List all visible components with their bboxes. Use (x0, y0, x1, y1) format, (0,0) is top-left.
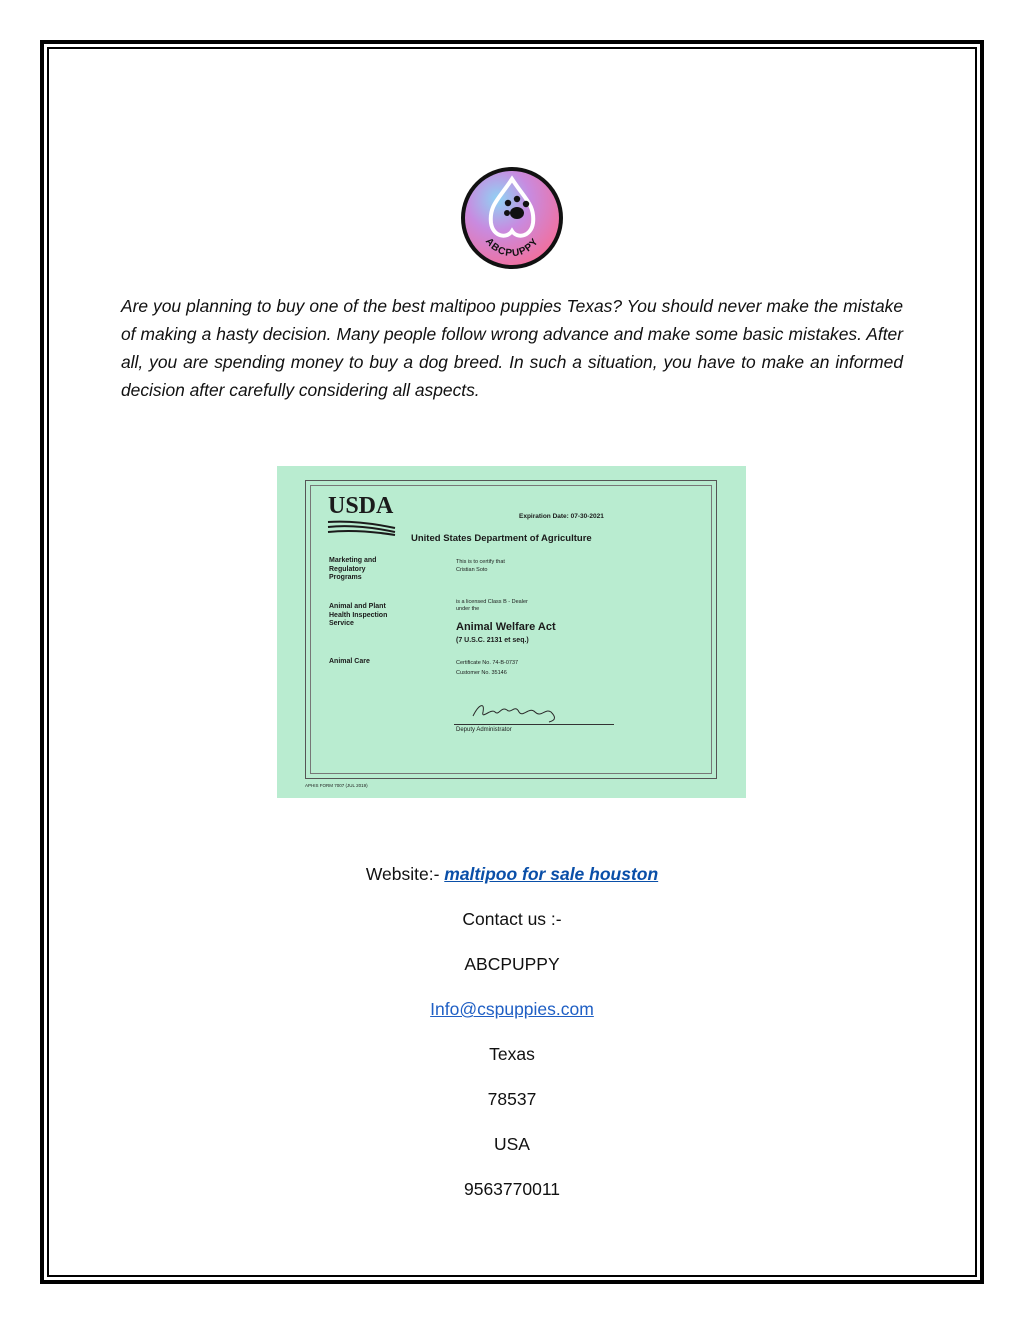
intro-paragraph: Are you planning to buy one of the best maltipoo puppies Texas? You should never make the mistake of making a hasty decision. Many people follow wrong advance and make some basic mistakes. After all, you are spending money to buy a dog breed. In such a situation, you have to make an informed decision after carefully considering all aspects. (121, 296, 903, 400)
signature-line (454, 724, 614, 725)
company-name: ABCPUPPY (464, 954, 560, 974)
form-number: APHIS FORM 7007 (JUL 2019) (305, 783, 368, 788)
website-line (0, 864, 1024, 885)
department-name: United States Department of Agriculture (411, 533, 592, 544)
abcpuppy-logo (459, 165, 565, 271)
usda-swoosh-icon (327, 518, 397, 536)
usda-wordmark: USDA (328, 493, 394, 519)
act-title: Animal Welfare Act (456, 621, 556, 633)
website-label: Website:- (365, 864, 445, 884)
zip-code: 78537 (487, 1089, 537, 1109)
country: USA (494, 1134, 530, 1154)
signature-icon (471, 698, 561, 724)
license-line: is a licensed Class B - Dealer (456, 599, 528, 605)
certificate-number: Certificate No. 74-B-0737 (456, 660, 519, 666)
state: Texas (489, 1044, 535, 1064)
signer-title: Deputy Administrator (456, 727, 512, 733)
website-link[interactable]: maltipoo for sale houston (444, 864, 659, 884)
expiration-date: Expiration Date: 07-30-2021 (519, 513, 604, 520)
phone-number: 9563770011 (463, 1179, 561, 1199)
contact-label: Contact us :- (462, 909, 562, 929)
certify-line: This is to certify that (456, 559, 505, 565)
usda-certificate (277, 466, 746, 798)
side-label-aphis: Animal and Plant Health Inspection Service (329, 603, 388, 627)
customer-number: Customer No. 35146 (456, 670, 507, 676)
under-line: under the (456, 606, 480, 612)
act-citation: (7 U.S.C. 2131 et seq.) (456, 637, 529, 644)
side-label-animal-care: Animal Care (329, 658, 370, 665)
svg-text:ABCPUPPY: ABCPUPPY (482, 236, 542, 260)
side-label-marketing: Marketing and Regulatory Programs (329, 557, 377, 581)
certificate-holder: Cristian Soto (456, 567, 488, 573)
email-link[interactable]: Info@cspuppies.com (430, 999, 594, 1019)
